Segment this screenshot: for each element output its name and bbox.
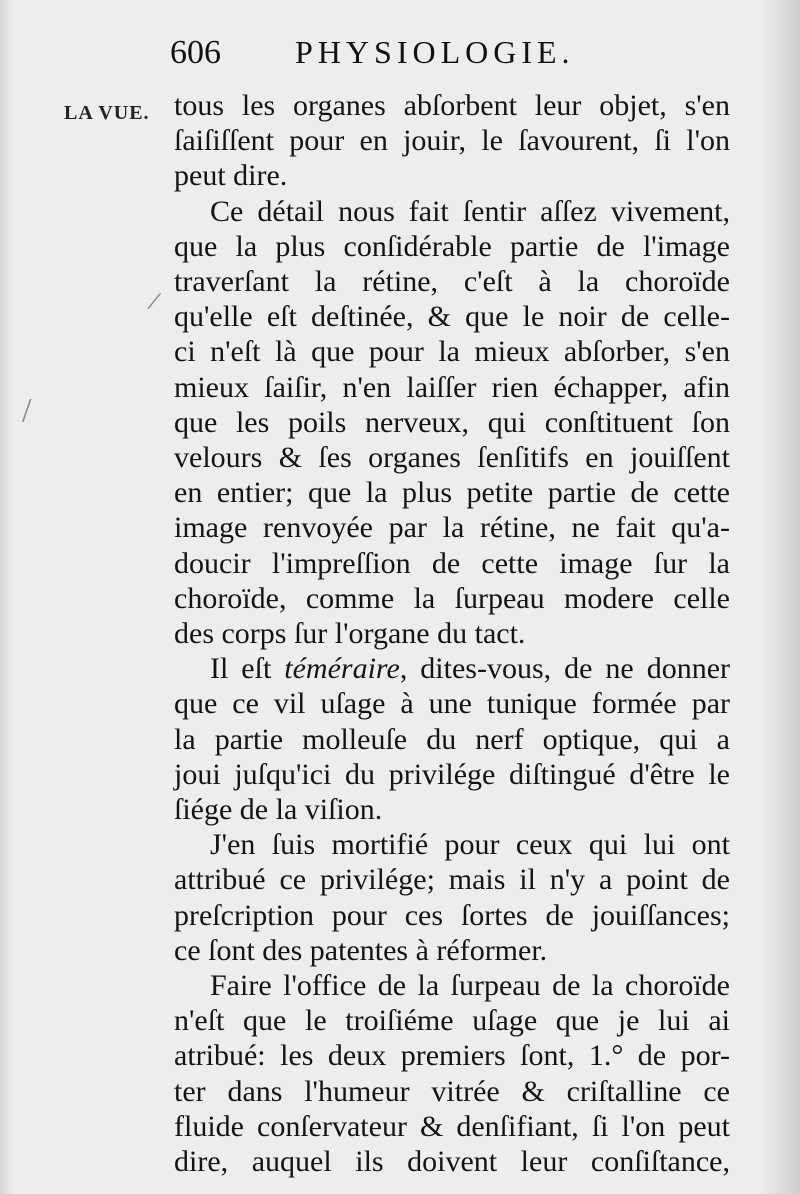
text-line: en entier; que la plus petite partie de cette [174, 476, 730, 510]
text-line: attribué ce privilége; mais il n'y a point de [174, 863, 730, 897]
text-line: que les poils nerveux, qui conſtituent ſon [174, 405, 730, 439]
text-line: n'eſt que le troiſiéme uſage que je lui ai [174, 1004, 730, 1038]
body-text [174, 88, 730, 1179]
text-line: ci n'eſt là que pour la mieux abſorber, s'en [174, 335, 730, 369]
text-line: Faire l'office de la ſurpeau de la choroïde [210, 969, 730, 1003]
text-line: traverſant la rétine, c'eſt à la choroïde [174, 265, 730, 299]
paragraph-2 [174, 194, 730, 652]
page-number: 606 [170, 34, 221, 71]
text-line: ce ſont des patentes à réformer. [174, 933, 548, 967]
margin-note: LA VUE. [64, 102, 150, 124]
text-line: des corps ſur l'organe du tact. [174, 617, 526, 651]
text-line: peut dire. [174, 159, 288, 193]
paragraph-5 [174, 968, 730, 1179]
running-title: PHYSIOLOGIE. [295, 34, 575, 70]
paragraph-4 [174, 827, 730, 968]
margin-stroke-mark: / [145, 285, 164, 318]
margin-stroke-mark: / [22, 392, 32, 429]
text-line: la partie molleuſe du nerf optique, qui a [174, 722, 730, 756]
text-line: doucir l'impreſſion de cette image ſur la [174, 546, 730, 580]
text-line [174, 651, 730, 686]
text-line: ſiége de la viſion. [174, 793, 383, 827]
text-line: qu'elle eſt deſtinée, & que le noir de celle- [174, 300, 730, 334]
text-line: J'en ſuis mortifié pour ceux qui lui ont [210, 828, 730, 862]
italic-word: téméraire [284, 652, 400, 686]
text-line: tous les organes abſorbent leur objet, s'en [174, 89, 730, 122]
text-line: atribué: les deux premiers ſont, 1.° de por- [174, 1039, 730, 1073]
text-run: Il eſt [210, 652, 285, 686]
text-line: que ce vil uſage à une tunique formée par [174, 687, 730, 721]
text-line: choroïde, comme la ſurpeau modere celle [174, 581, 730, 615]
paragraph-3 [174, 651, 730, 827]
text-line: preſcription pour ces ſortes de jouiſſances; [174, 898, 730, 932]
text-line: ſaiſiſſent pour en jouir, le ſavourent, ſi l'on [174, 124, 730, 158]
text-line: que la plus conſidérable partie de l'image [174, 229, 730, 263]
paragraph-1 [174, 88, 730, 194]
text-line: dire, auquel ils doivent leur conſiſtance, [174, 1145, 730, 1179]
text-line: image renvoyée par la rétine, ne fait qu'a- [174, 511, 730, 545]
text-line: mieux ſaiſir, n'en laiſſer rien échapper, afin [174, 370, 730, 404]
page-header [0, 30, 800, 80]
text-run: , dites-vous, de ne donner [399, 652, 731, 686]
text-line: fluide conſervateur & denſifiant, ſi l'on peut [174, 1109, 730, 1143]
text-line: joui juſqu'ici du privilége diſtingué d'être le [174, 757, 730, 791]
text-line: ter dans l'humeur vitrée & criſtalline ce [174, 1074, 730, 1108]
text-line: velours & ſes organes ſenſitifs en jouiſſent [174, 441, 730, 475]
text-line: Ce détail nous fait ſentir aſſez vivement, [210, 194, 730, 228]
